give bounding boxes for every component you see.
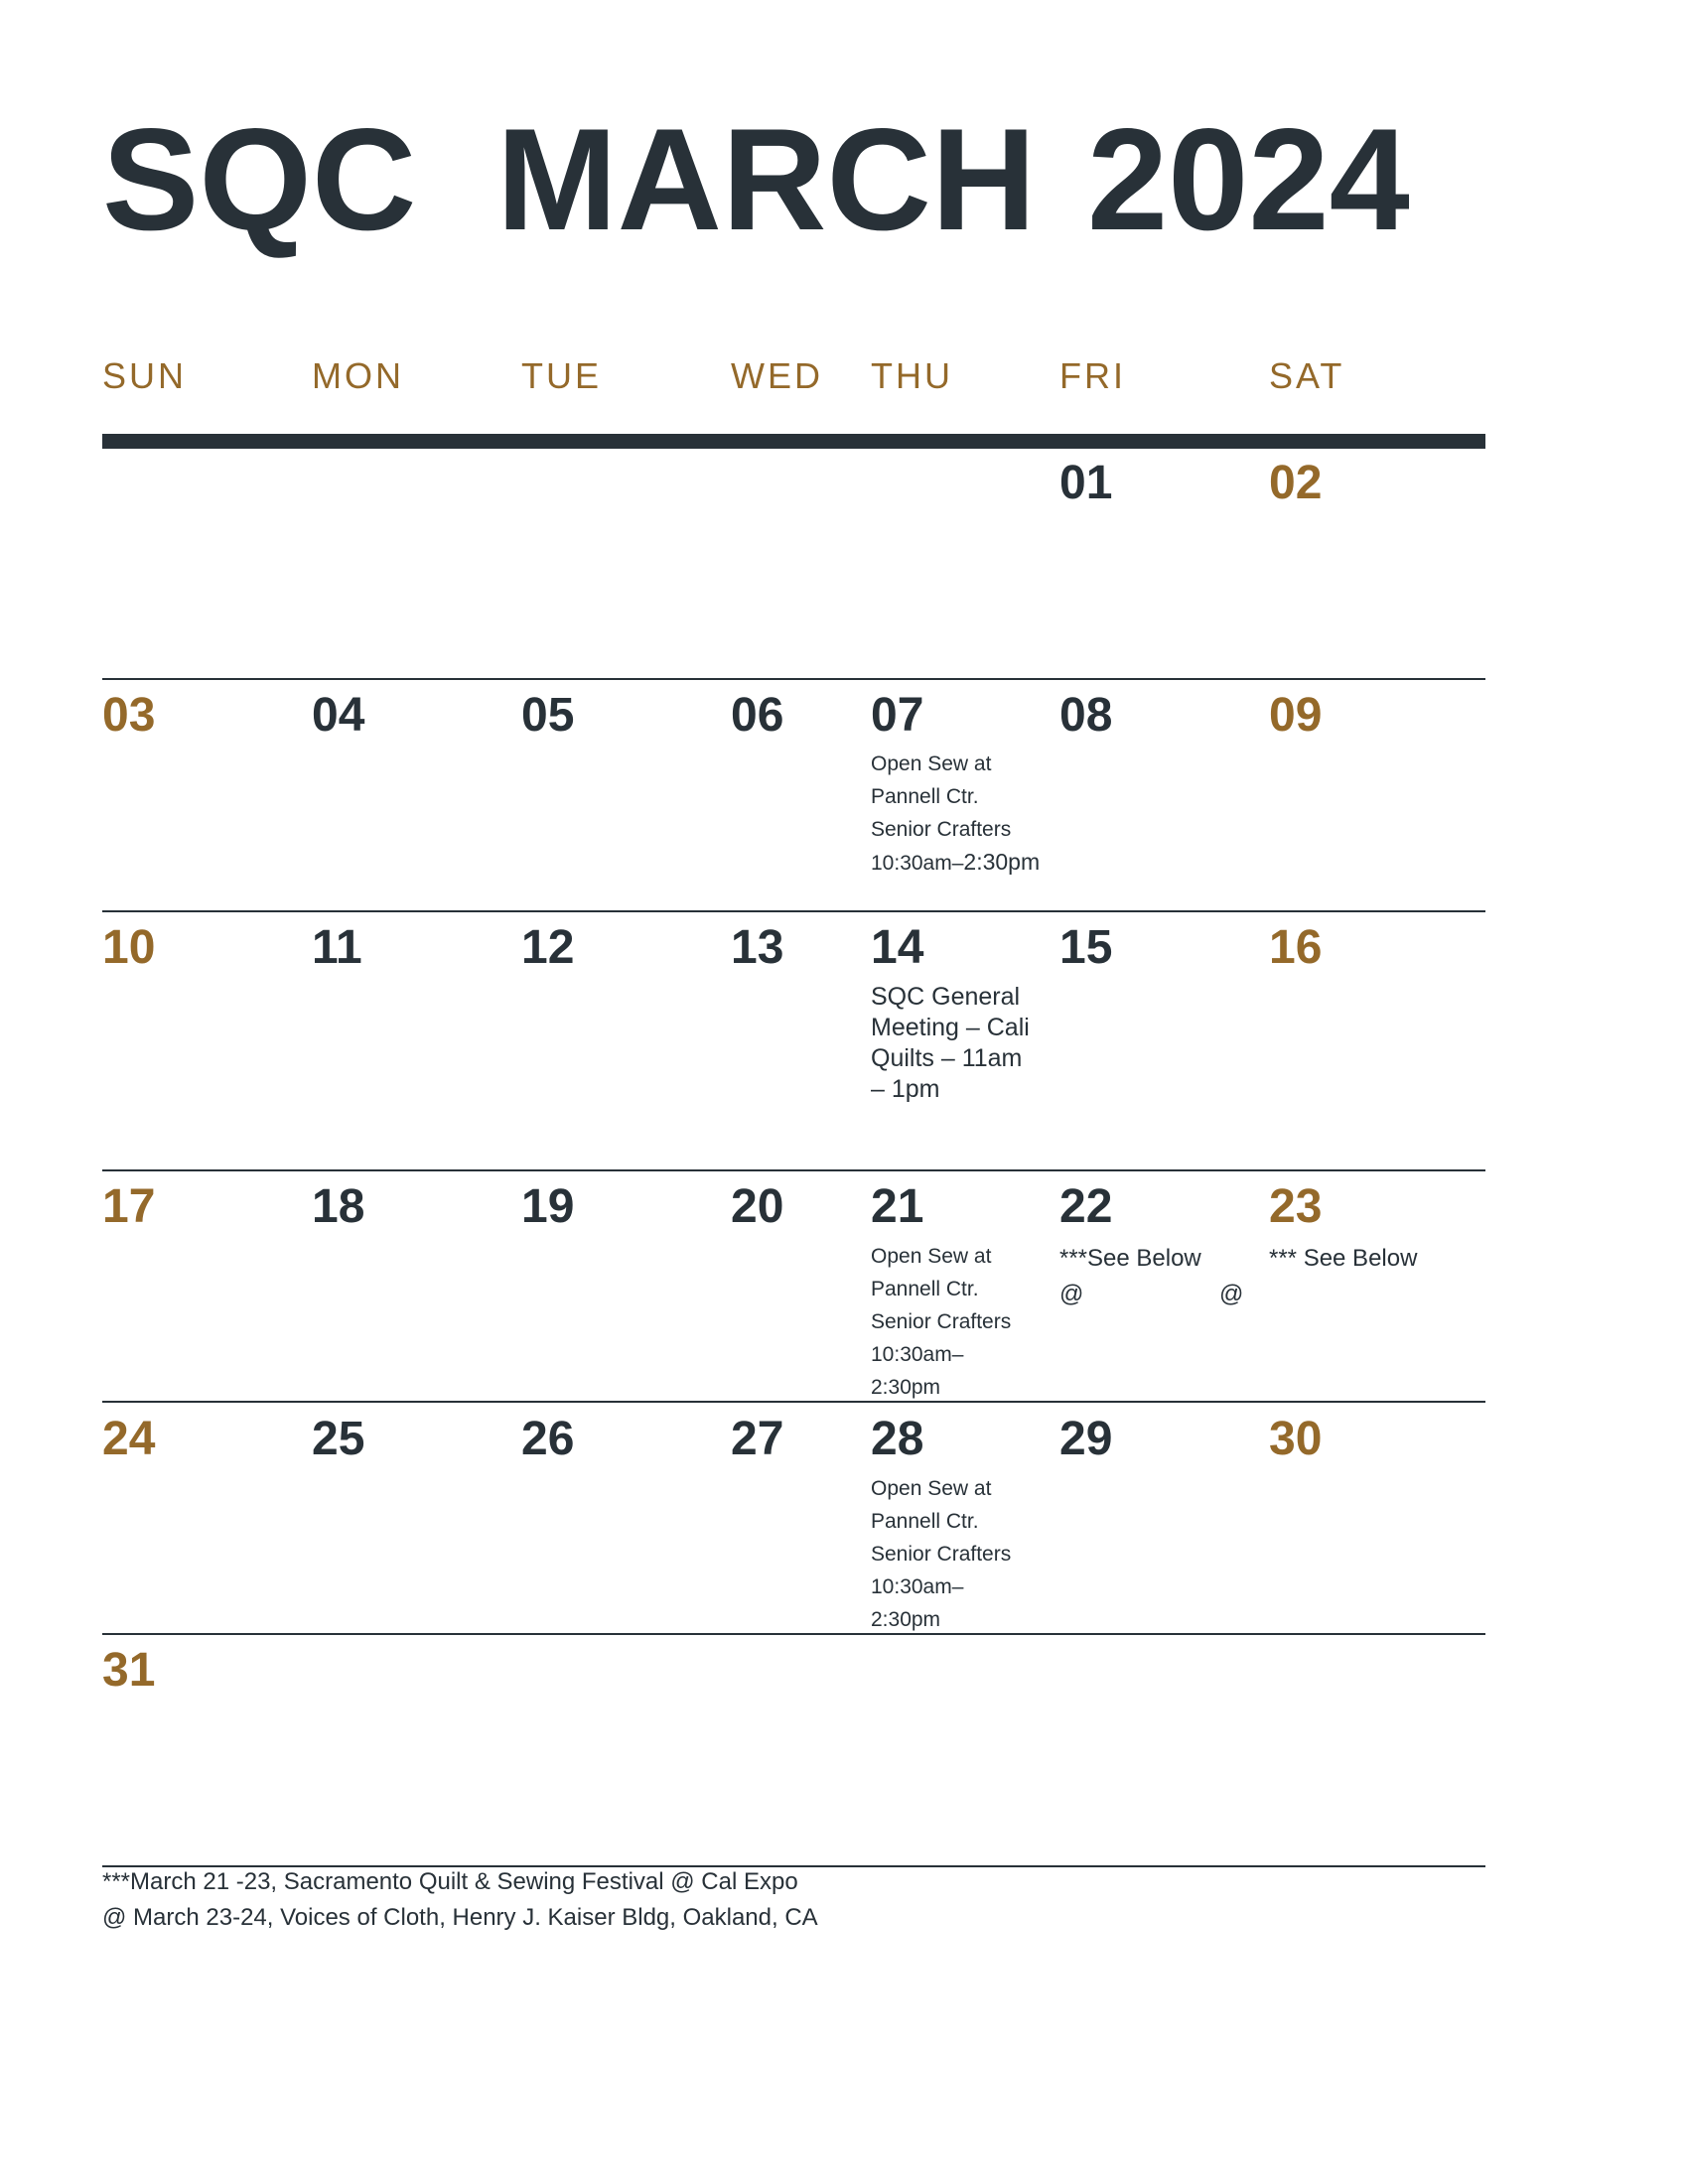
event-line: Open Sew at [871,1245,992,1268]
event-line: 10:30am– [871,1343,964,1366]
event-line: 2:30pm [871,1608,941,1631]
event-open-sew-07 [871,748,1079,887]
day-03: 03 [102,689,156,742]
dow-fri: FRI [1059,355,1126,396]
event-line: 10:30am– [871,1575,964,1598]
dow-wed: WED [731,355,823,396]
day-08: 08 [1059,689,1113,742]
day-07: 07 [871,689,924,742]
day-06: 06 [731,689,784,742]
day-29: 29 [1059,1413,1113,1465]
day-27: 27 [731,1413,784,1465]
dow-tue: TUE [521,355,602,396]
day-09: 09 [1269,689,1323,742]
event-line: Senior Crafters [871,1310,1012,1333]
event-time-start: 10:30am– [871,852,964,875]
day-18: 18 [312,1180,365,1233]
see-below-22: ***See Below [1059,1245,1201,1272]
day-20: 20 [731,1180,784,1233]
day-10: 10 [102,921,156,974]
event-open-sew-21 [871,1240,1050,1399]
day-11: 11 [312,921,362,974]
day-05: 05 [521,689,575,742]
day-04: 04 [312,689,365,742]
day-24: 24 [102,1413,156,1465]
day-31: 31 [102,1644,156,1697]
at-marker-22-left: @ [1059,1281,1084,1307]
header-rule [102,434,1485,449]
day-13: 13 [731,921,784,974]
day-17: 17 [102,1180,156,1233]
event-line: Open Sew at [871,1477,992,1500]
dow-mon: MON [312,355,404,396]
row-divider [102,1865,1485,1867]
at-marker-22-right: @ [1219,1281,1244,1307]
day-30: 30 [1269,1413,1323,1465]
footer-note-festival: ***March 21 -23, Sacramento Quilt & Sewing Festival @ Cal Expo [102,1868,798,1895]
day-01: 01 [1059,457,1113,509]
event-time-end: 2:30pm [963,849,1041,875]
day-22: 22 [1059,1180,1113,1233]
see-below-23: *** See Below [1269,1245,1418,1272]
dow-sun: SUN [102,355,188,396]
event-line [871,846,1079,880]
event-line: Pannell Ctr. [871,1510,979,1533]
title-month: MARCH [496,98,1037,260]
row-divider [102,1169,1485,1171]
day-19: 19 [521,1180,575,1233]
event-open-sew-28 [871,1472,1050,1631]
row-divider [102,910,1485,912]
day-12: 12 [521,921,575,974]
dow-thu: THU [871,355,953,396]
event-line: Pannell Ctr. [871,1278,979,1300]
event-general-meeting-14: SQC General Meeting – Cali Quilts – 11am – 1pm [871,983,1030,1103]
event-line: Open Sew at [871,752,992,775]
day-21: 21 [871,1180,924,1233]
dow-sat: SAT [1269,355,1345,396]
event-line: Senior Crafters [871,818,1012,841]
day-26: 26 [521,1413,575,1465]
footer-note-voices-of-cloth: @ March 23-24, Voices of Cloth, Henry J. Kaiser Bldg, Oakland, CA [102,1904,818,1931]
row-divider [102,1633,1485,1635]
day-16: 16 [1269,921,1323,974]
title-org: SQC [102,98,417,260]
day-28: 28 [871,1413,924,1465]
row-divider [102,678,1485,680]
row-divider [102,1401,1485,1403]
day-25: 25 [312,1413,365,1465]
event-line: Pannell Ctr. [871,785,979,808]
event-line: 2:30pm [871,1376,941,1399]
day-14: 14 [871,921,924,974]
day-15: 15 [1059,921,1113,974]
day-02: 02 [1269,457,1323,509]
day-23: 23 [1269,1180,1323,1233]
title-year: 2024 [1087,98,1410,260]
event-line: Senior Crafters [871,1543,1012,1566]
